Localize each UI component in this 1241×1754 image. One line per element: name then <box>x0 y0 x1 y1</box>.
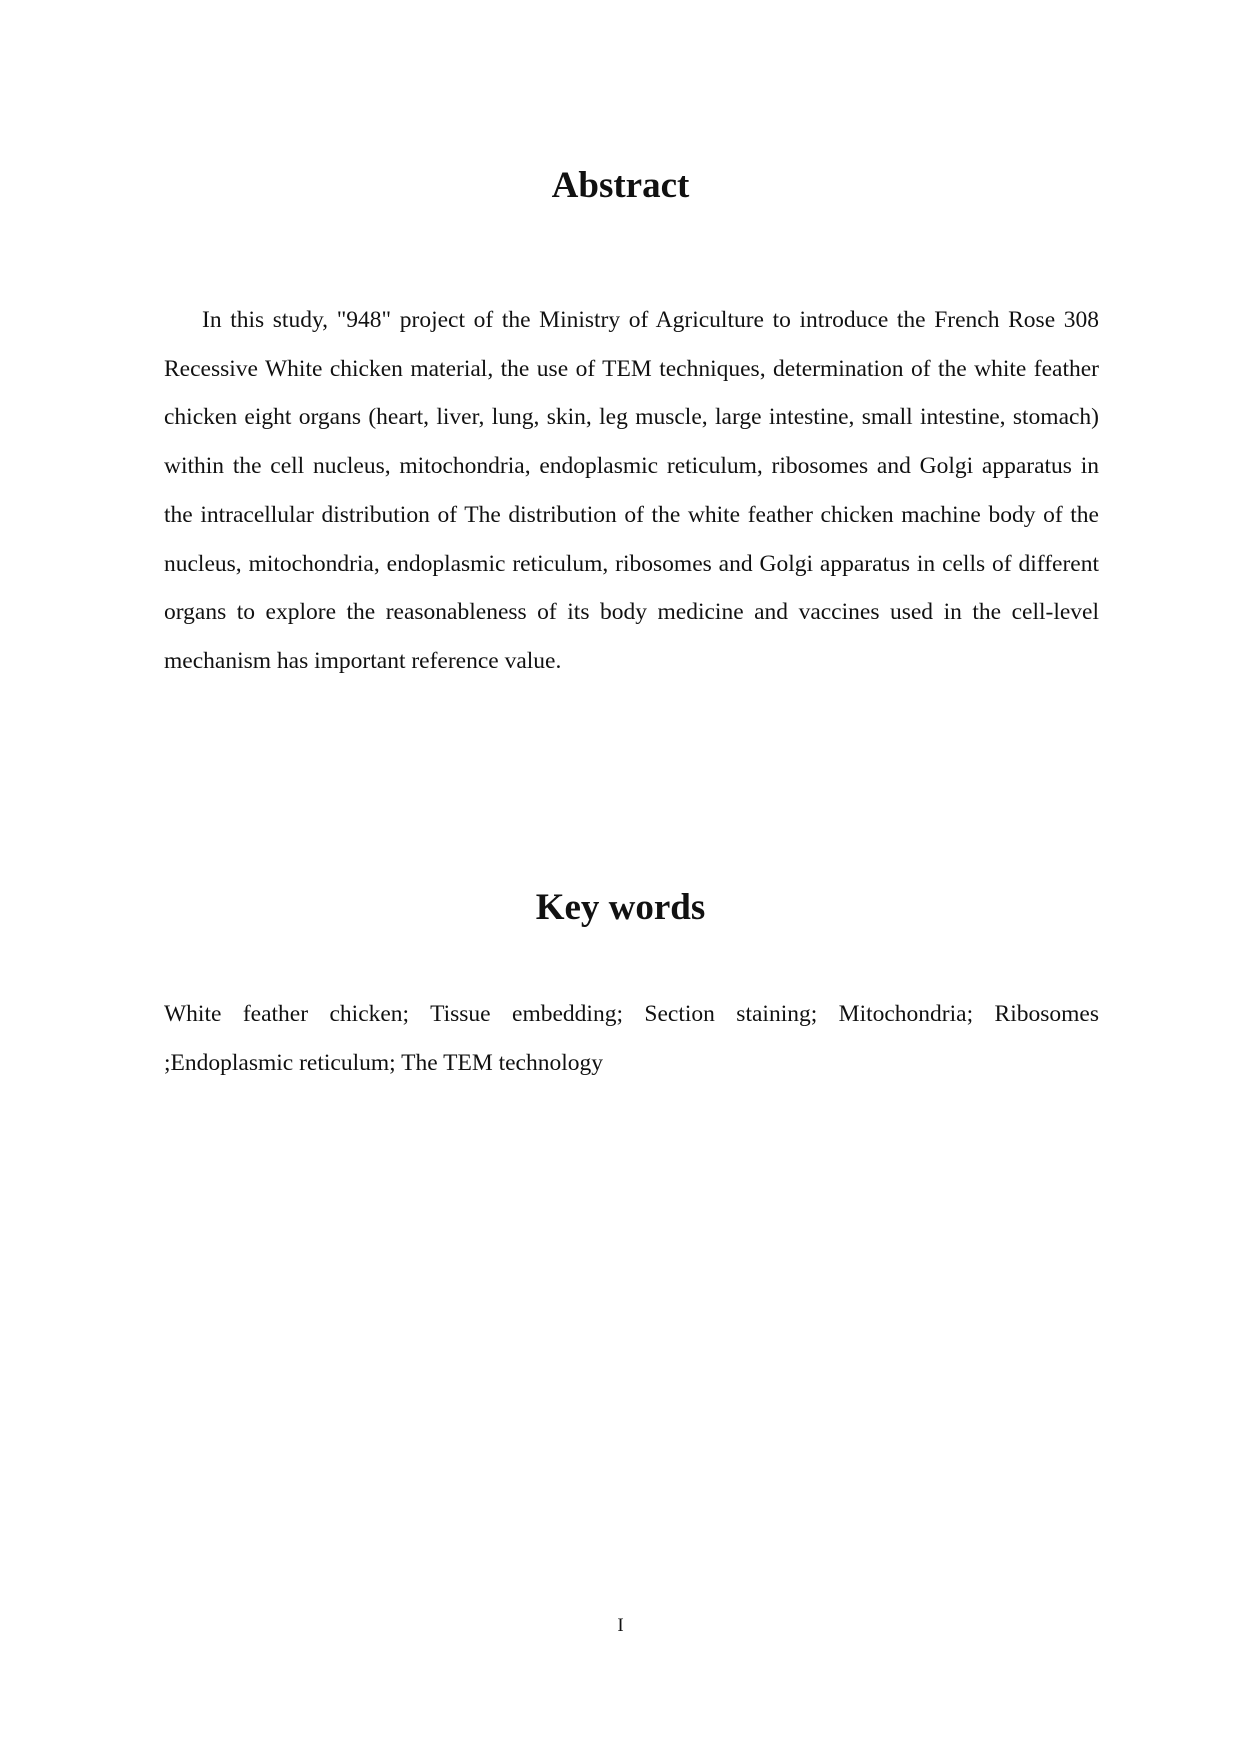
keywords-list: White feather chicken; Tissue embedding; Section staining; Mitochondria; Ribosomes ;Endoplasmic reticulum; The TEM technology <box>164 1001 1099 1076</box>
abstract-heading: Abstract <box>551 165 690 206</box>
keywords-heading: Key words <box>535 887 706 928</box>
page-number: I <box>617 1615 624 1636</box>
abstract-paragraph: In this study, "948" project of the Ministry of Agriculture to introduce the French Rose 308 Recessive White chicken material, the use of TEM techniques, determination of the white feather chicken eight organs (heart, liver, lung, skin, leg muscle, large intestine, small intestine, stomach) within the cell nucleus, mitochondria, endoplasmic reticulum, ribosomes and Golgi apparatus in the intracellular distribution of The distribution of the white feather chicken machine body of the nucleus, mitochondria, endoplasmic reticulum, ribosomes and Golgi apparatus in cells of different organs to explore the reasonableness of its body medicine and vaccines used in the cell-level mechanism has important reference value. <box>164 307 1099 674</box>
